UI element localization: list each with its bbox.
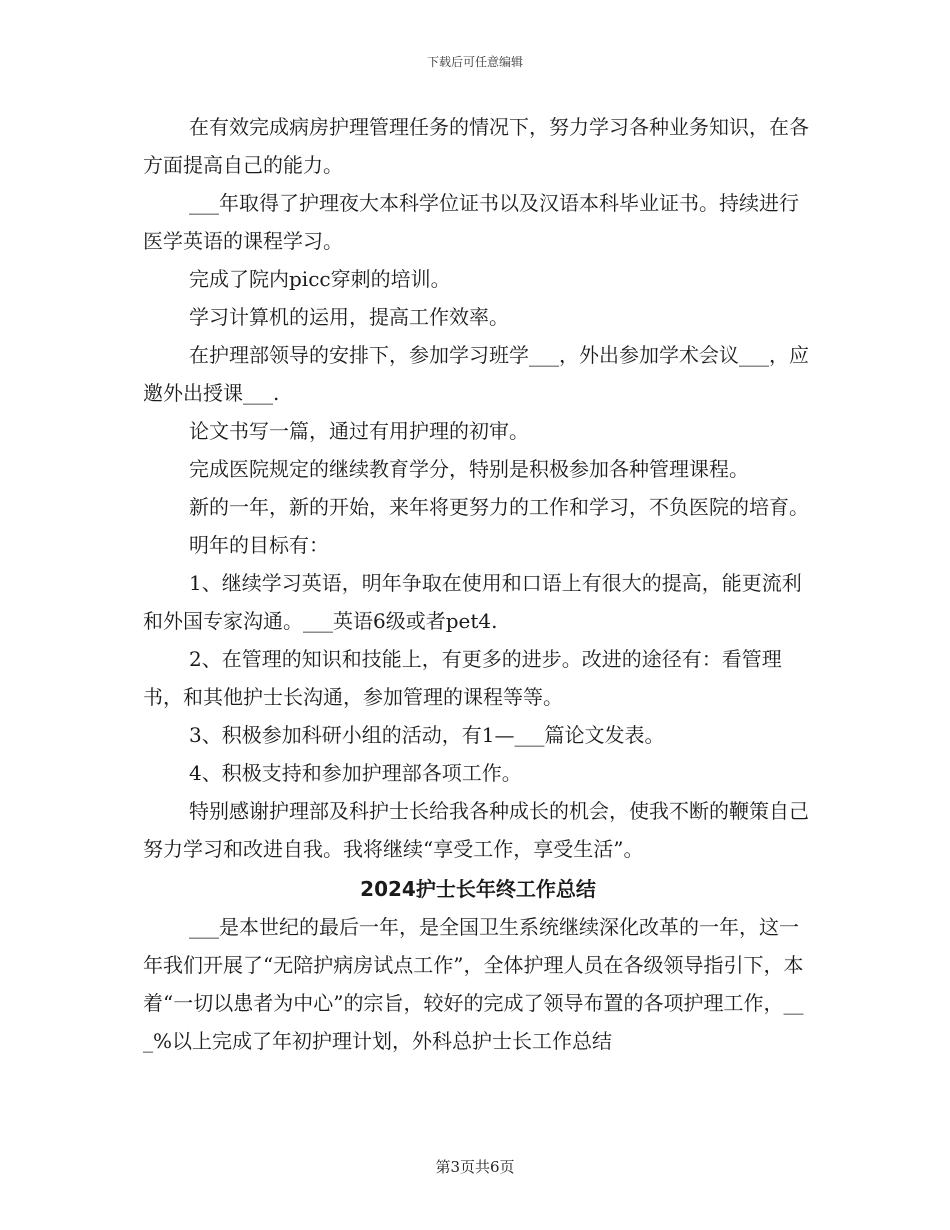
- paragraph: 完成了院内picc穿刺的培训。: [189, 267, 451, 291]
- paragraph: 完成医院规定的继续教育学分，特别是积极参加各种管理课程。: [189, 457, 749, 481]
- list-item: 3、积极参加科研小组的活动，有1—___篇论文发表。: [189, 723, 665, 747]
- page-header: 下载后可任意编辑: [426, 55, 523, 69]
- list-item: 4、积极支持和参加护理部各项工作。: [189, 761, 522, 785]
- list-item: 2、在管理的知识和技能上，有更多的进步。改进的途径有：看管理书，和其他护士长沟通，参加管理的课程等等。: [143, 647, 782, 709]
- page-footer: 第3页共6页: [435, 1158, 515, 1176]
- document-body: [143, 108, 813, 1060]
- paragraph: 特别感谢护理部及科护士长给我各种成长的机会，使我不断的鞭策自己努力学习和改进自我。我将继续“享受工作，享受生活”。: [143, 799, 809, 861]
- paragraph: 在有效完成病房护理管理任务的情况下，努力学习各种业务知识，在各方面提高自己的能力。: [143, 115, 809, 177]
- paragraph: 明年的目标有：: [189, 533, 329, 557]
- list-item: 1、继续学习英语，明年争取在使用和口语上有很大的提高，能更流利和外国专家沟通。___英语6级或者pet4.: [143, 571, 802, 633]
- paragraph: ___是本世纪的最后一年，是全国卫生系统继续深化改革的一年，这一年我们开展了“无陪护病房试点工作”，全体护理人员在各级领导指引下，本着“一切以患者为中心”的宗旨，较好的完成了领导布置的各项护理工作，___%以上完成了年初护理计划，外科总护士长工作总结: [143, 915, 804, 1053]
- section-title: 2024护士长年终工作总结: [360, 877, 596, 901]
- paragraph: 新的一年，新的开始，来年将更努力的工作和学习，不负医院的培育。: [189, 495, 809, 519]
- paragraph: 学习计算机的运用，提高工作效率。: [189, 305, 509, 329]
- paragraph: 在护理部领导的安排下，参加学习班学___，外出参加学术会议___，应邀外出授课___.: [143, 343, 809, 405]
- paragraph: ___年取得了护理夜大本科学位证书以及汉语本科毕业证书。持续进行医学英语的课程学习。: [143, 191, 799, 253]
- paragraph: 论文书写一篇，通过有用护理的初审。: [189, 419, 529, 443]
